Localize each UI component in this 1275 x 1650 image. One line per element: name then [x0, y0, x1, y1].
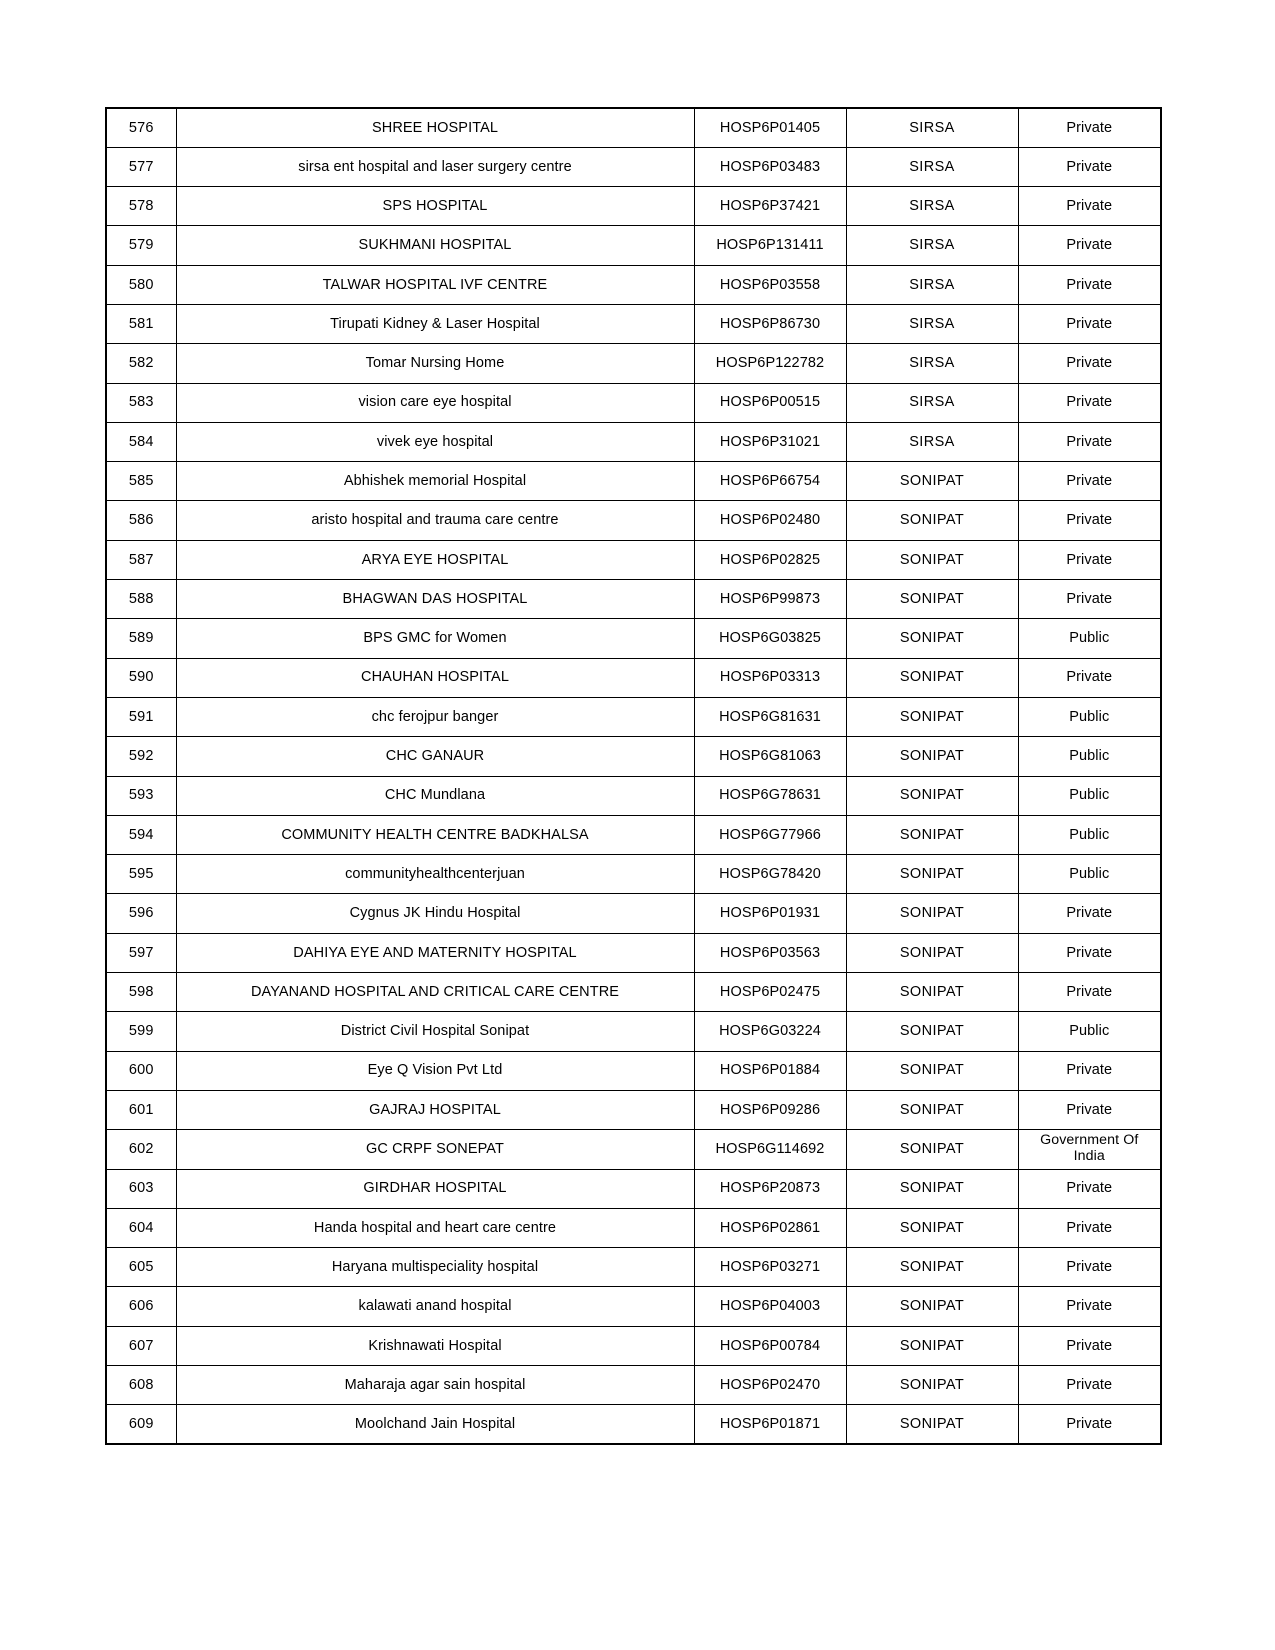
table-row [106, 344, 1161, 383]
cell-type: Private [1018, 1051, 1161, 1090]
cell-name: aristo hospital and trauma care centre [176, 501, 694, 540]
table-row [106, 265, 1161, 304]
cell-sno: 596 [106, 894, 176, 933]
table-row [106, 737, 1161, 776]
cell-code: HOSP6G78420 [694, 855, 846, 894]
cell-type: Private [1018, 147, 1161, 186]
cell-type: Public [1018, 619, 1161, 658]
cell-sno: 584 [106, 422, 176, 461]
table-row [106, 1012, 1161, 1051]
cell-name: TALWAR HOSPITAL IVF CENTRE [176, 265, 694, 304]
cell-district: SONIPAT [846, 1169, 1018, 1208]
cell-district: SONIPAT [846, 894, 1018, 933]
cell-sno: 606 [106, 1287, 176, 1326]
cell-type: Private [1018, 501, 1161, 540]
cell-type: Private [1018, 973, 1161, 1012]
table-row [106, 1248, 1161, 1287]
cell-sno: 594 [106, 815, 176, 854]
table-row [106, 855, 1161, 894]
cell-sno: 609 [106, 1405, 176, 1444]
cell-sno: 587 [106, 540, 176, 579]
cell-district: SIRSA [846, 304, 1018, 343]
cell-type: Public [1018, 776, 1161, 815]
cell-name: GC CRPF SONEPAT [176, 1130, 694, 1169]
cell-district: SONIPAT [846, 540, 1018, 579]
cell-name: Moolchand Jain Hospital [176, 1405, 694, 1444]
table-row [106, 1366, 1161, 1405]
cell-name: Handa hospital and heart care centre [176, 1208, 694, 1247]
cell-name: COMMUNITY HEALTH CENTRE BADKHALSA [176, 815, 694, 854]
cell-district: SONIPAT [846, 1326, 1018, 1365]
cell-sno: 595 [106, 855, 176, 894]
cell-code: HOSP6P02480 [694, 501, 846, 540]
cell-code: HOSP6G81631 [694, 697, 846, 736]
cell-sno: 579 [106, 226, 176, 265]
cell-code: HOSP6P03313 [694, 658, 846, 697]
table-row [106, 462, 1161, 501]
cell-code: HOSP6P00784 [694, 1326, 846, 1365]
cell-name: Cygnus JK Hindu Hospital [176, 894, 694, 933]
cell-name: vivek eye hospital [176, 422, 694, 461]
table-row [106, 187, 1161, 226]
cell-type: Private [1018, 304, 1161, 343]
cell-type: Private [1018, 1405, 1161, 1444]
hospital-table [105, 107, 1162, 1445]
cell-code: HOSP6P02825 [694, 540, 846, 579]
cell-name: BPS GMC for Women [176, 619, 694, 658]
cell-type: Private [1018, 540, 1161, 579]
cell-district: SONIPAT [846, 1248, 1018, 1287]
cell-type: Public [1018, 855, 1161, 894]
cell-code: HOSP6G03224 [694, 1012, 846, 1051]
cell-code: HOSP6P03558 [694, 265, 846, 304]
cell-type: Private [1018, 422, 1161, 461]
cell-district: SIRSA [846, 344, 1018, 383]
table-row [106, 1090, 1161, 1129]
cell-district: SONIPAT [846, 1012, 1018, 1051]
cell-name: GAJRAJ HOSPITAL [176, 1090, 694, 1129]
cell-name: Tirupati Kidney & Laser Hospital [176, 304, 694, 343]
cell-code: HOSP6P66754 [694, 462, 846, 501]
cell-district: SIRSA [846, 422, 1018, 461]
cell-sno: 578 [106, 187, 176, 226]
cell-type: Public [1018, 1012, 1161, 1051]
cell-district: SIRSA [846, 108, 1018, 147]
table-row [106, 894, 1161, 933]
cell-sno: 586 [106, 501, 176, 540]
cell-name: CHC Mundlana [176, 776, 694, 815]
table-row [106, 1051, 1161, 1090]
cell-code: HOSP6G03825 [694, 619, 846, 658]
cell-code: HOSP6P01871 [694, 1405, 846, 1444]
table-row [106, 1287, 1161, 1326]
cell-code: HOSP6P01884 [694, 1051, 846, 1090]
cell-type: Private [1018, 226, 1161, 265]
table-row [106, 1208, 1161, 1247]
cell-name: SUKHMANI HOSPITAL [176, 226, 694, 265]
cell-sno: 588 [106, 580, 176, 619]
cell-type: Public [1018, 737, 1161, 776]
cell-name: BHAGWAN DAS HOSPITAL [176, 580, 694, 619]
cell-name: Maharaja agar sain hospital [176, 1366, 694, 1405]
cell-name: GIRDHAR HOSPITAL [176, 1169, 694, 1208]
cell-code: HOSP6P37421 [694, 187, 846, 226]
cell-district: SONIPAT [846, 1208, 1018, 1247]
table-row [106, 108, 1161, 147]
cell-sno: 601 [106, 1090, 176, 1129]
cell-district: SIRSA [846, 226, 1018, 265]
cell-district: SONIPAT [846, 1405, 1018, 1444]
cell-sno: 605 [106, 1248, 176, 1287]
cell-sno: 576 [106, 108, 176, 147]
table-row [106, 422, 1161, 461]
cell-name: Haryana multispeciality hospital [176, 1248, 694, 1287]
cell-sno: 581 [106, 304, 176, 343]
cell-code: HOSP6P99873 [694, 580, 846, 619]
cell-name: Eye Q Vision Pvt Ltd [176, 1051, 694, 1090]
cell-name: Tomar Nursing Home [176, 344, 694, 383]
cell-sno: 602 [106, 1130, 176, 1169]
cell-sno: 600 [106, 1051, 176, 1090]
cell-code: HOSP6P20873 [694, 1169, 846, 1208]
table-row [106, 147, 1161, 186]
cell-type: Private [1018, 894, 1161, 933]
cell-code: HOSP6P00515 [694, 383, 846, 422]
cell-type: Public [1018, 815, 1161, 854]
cell-district: SONIPAT [846, 1366, 1018, 1405]
cell-sno: 580 [106, 265, 176, 304]
cell-name: SPS HOSPITAL [176, 187, 694, 226]
cell-district: SONIPAT [846, 1051, 1018, 1090]
cell-code: HOSP6P131411 [694, 226, 846, 265]
cell-code: HOSP6P03563 [694, 933, 846, 972]
cell-code: HOSP6P86730 [694, 304, 846, 343]
table-row [106, 1169, 1161, 1208]
cell-code: HOSP6P03271 [694, 1248, 846, 1287]
cell-district: SONIPAT [846, 855, 1018, 894]
cell-sno: 589 [106, 619, 176, 658]
cell-sno: 593 [106, 776, 176, 815]
cell-sno: 592 [106, 737, 176, 776]
table-row [106, 383, 1161, 422]
table-row [106, 658, 1161, 697]
cell-type: Private [1018, 1248, 1161, 1287]
cell-code: HOSP6P122782 [694, 344, 846, 383]
cell-name: sirsa ent hospital and laser surgery centre [176, 147, 694, 186]
cell-type: Private [1018, 1326, 1161, 1365]
cell-district: SIRSA [846, 383, 1018, 422]
table-row [106, 501, 1161, 540]
cell-district: SONIPAT [846, 737, 1018, 776]
cell-code: HOSP6P31021 [694, 422, 846, 461]
cell-sno: 603 [106, 1169, 176, 1208]
cell-name: ARYA EYE HOSPITAL [176, 540, 694, 579]
cell-name: Krishnawati Hospital [176, 1326, 694, 1365]
cell-code: HOSP6P02861 [694, 1208, 846, 1247]
cell-sno: 585 [106, 462, 176, 501]
cell-code: HOSP6G78631 [694, 776, 846, 815]
cell-district: SONIPAT [846, 973, 1018, 1012]
cell-sno: 607 [106, 1326, 176, 1365]
cell-code: HOSP6P01405 [694, 108, 846, 147]
table-row [106, 1326, 1161, 1365]
table-container [105, 107, 1160, 1445]
table-row [106, 1130, 1161, 1169]
cell-sno: 599 [106, 1012, 176, 1051]
cell-sno: 577 [106, 147, 176, 186]
cell-type: Public [1018, 697, 1161, 736]
cell-district: SONIPAT [846, 658, 1018, 697]
cell-district: SONIPAT [846, 815, 1018, 854]
cell-type: Private [1018, 1287, 1161, 1326]
cell-name: Abhishek memorial Hospital [176, 462, 694, 501]
cell-type: Private [1018, 108, 1161, 147]
cell-type: Private [1018, 344, 1161, 383]
cell-type: Government Of India [1018, 1130, 1161, 1169]
cell-code: HOSP6P02475 [694, 973, 846, 1012]
cell-district: SONIPAT [846, 933, 1018, 972]
cell-sno: 583 [106, 383, 176, 422]
table-row [106, 933, 1161, 972]
cell-type: Private [1018, 580, 1161, 619]
cell-code: HOSP6P02470 [694, 1366, 846, 1405]
cell-code: HOSP6P01931 [694, 894, 846, 933]
cell-district: SONIPAT [846, 1130, 1018, 1169]
table-row [106, 973, 1161, 1012]
cell-district: SONIPAT [846, 619, 1018, 658]
table-row [106, 697, 1161, 736]
cell-name: SHREE HOSPITAL [176, 108, 694, 147]
cell-type: Private [1018, 1169, 1161, 1208]
cell-district: SIRSA [846, 147, 1018, 186]
table-row [106, 580, 1161, 619]
cell-name: kalawati anand hospital [176, 1287, 694, 1326]
cell-district: SIRSA [846, 265, 1018, 304]
cell-sno: 582 [106, 344, 176, 383]
cell-district: SONIPAT [846, 1287, 1018, 1326]
table-row [106, 304, 1161, 343]
cell-district: SONIPAT [846, 580, 1018, 619]
table-body [106, 108, 1161, 1444]
table-row [106, 1405, 1161, 1444]
table-row [106, 776, 1161, 815]
cell-name: vision care eye hospital [176, 383, 694, 422]
cell-name: DAHIYA EYE AND MATERNITY HOSPITAL [176, 933, 694, 972]
cell-code: HOSP6P09286 [694, 1090, 846, 1129]
cell-type: Private [1018, 1366, 1161, 1405]
cell-type: Private [1018, 383, 1161, 422]
cell-sno: 608 [106, 1366, 176, 1405]
cell-sno: 597 [106, 933, 176, 972]
cell-type: Private [1018, 1208, 1161, 1247]
cell-code: HOSP6G114692 [694, 1130, 846, 1169]
table-row [106, 815, 1161, 854]
cell-code: HOSP6P03483 [694, 147, 846, 186]
cell-type: Private [1018, 933, 1161, 972]
cell-sno: 590 [106, 658, 176, 697]
cell-district: SONIPAT [846, 501, 1018, 540]
cell-code: HOSP6P04003 [694, 1287, 846, 1326]
cell-name: CHAUHAN HOSPITAL [176, 658, 694, 697]
cell-district: SIRSA [846, 187, 1018, 226]
cell-name: District Civil Hospital Sonipat [176, 1012, 694, 1051]
cell-sno: 598 [106, 973, 176, 1012]
cell-sno: 604 [106, 1208, 176, 1247]
table-row [106, 540, 1161, 579]
cell-type: Private [1018, 658, 1161, 697]
cell-type: Private [1018, 1090, 1161, 1129]
cell-name: chc ferojpur banger [176, 697, 694, 736]
cell-name: DAYANAND HOSPITAL AND CRITICAL CARE CENTRE [176, 973, 694, 1012]
cell-type: Private [1018, 462, 1161, 501]
table-row [106, 226, 1161, 265]
table-row [106, 619, 1161, 658]
cell-district: SONIPAT [846, 462, 1018, 501]
cell-district: SONIPAT [846, 1090, 1018, 1129]
cell-code: HOSP6G81063 [694, 737, 846, 776]
cell-district: SONIPAT [846, 697, 1018, 736]
cell-name: communityhealthcenterjuan [176, 855, 694, 894]
cell-district: SONIPAT [846, 776, 1018, 815]
cell-sno: 591 [106, 697, 176, 736]
cell-name: CHC GANAUR [176, 737, 694, 776]
cell-type: Private [1018, 265, 1161, 304]
cell-code: HOSP6G77966 [694, 815, 846, 854]
cell-type: Private [1018, 187, 1161, 226]
